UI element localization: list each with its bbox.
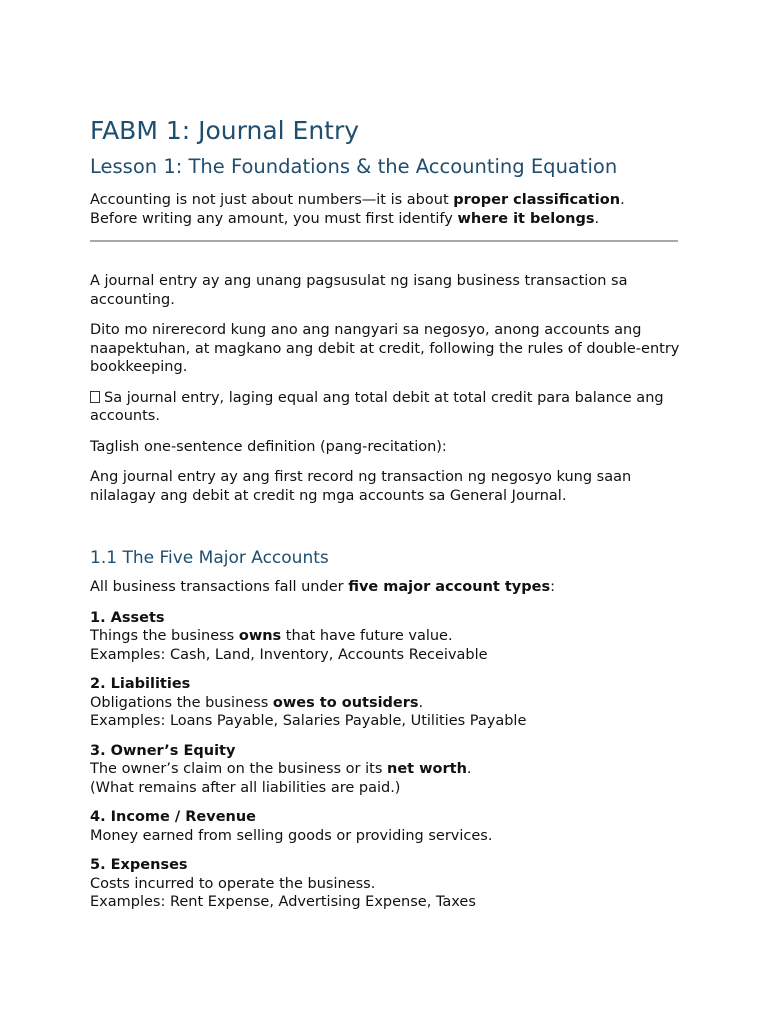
lesson-title: Lesson 1: The Foundations & the Accounting Equation (90, 155, 618, 178)
account-title: 2. Liabilities (90, 676, 191, 692)
section-intro-bold: five major account types (348, 579, 551, 595)
explanation-paragraph: Dito mo nirerecord kung ano ang nangyari sa negosyo, anong accounts ang naapektuhan, at magkano ang debit at credit, following the rules of double-entry bookkeeping. (90, 322, 680, 375)
account-desc-bold: owes to outsiders (272, 694, 419, 711)
account-desc: Costs incurred to operate the business. (90, 875, 376, 892)
account-desc-bold: owns (238, 628, 282, 644)
intro-bold: where it belongs (457, 210, 595, 227)
section-heading: 1.1 The Five Major Accounts (90, 548, 329, 568)
definition-paragraph: A journal entry ay ang unang pagsusulat ng isang business transaction sa accounting. (90, 273, 628, 308)
intro-text: . (594, 210, 600, 227)
intro-paragraph (90, 191, 680, 228)
account-desc: . (418, 694, 424, 711)
account-title: 3. Owner’s Equity (90, 742, 236, 759)
section-intro-text: : (550, 579, 555, 595)
account-assets (90, 609, 680, 665)
account-income (90, 808, 680, 845)
intro-text: Before writing any amount, you must first identify (90, 210, 458, 227)
account-extra: (What remains after all liabilities are paid.) (90, 779, 401, 796)
account-expenses (90, 856, 680, 912)
account-title: 5. Expenses (90, 857, 188, 873)
account-desc: The owner’s claim on the business or its (90, 761, 388, 777)
account-title: 4. Income / Revenue (90, 809, 257, 825)
account-desc: that have future value. (281, 628, 453, 644)
note-text: Sa journal entry, laging equal ang total debit at total credit para balance ang accounts. (90, 389, 664, 424)
checkbox-glyph-icon (90, 391, 100, 403)
account-owners-equity (90, 742, 680, 798)
note-paragraph (90, 389, 680, 426)
section-intro (90, 578, 680, 597)
recitation-definition: Ang journal entry ay ang first record ng transaction ng negosyo kung saan nilalagay ang debit at credit ng mga accounts sa General Journal. (90, 469, 632, 504)
horizontal-rule (90, 240, 678, 242)
account-liabilities (90, 675, 680, 731)
document-title: FABM 1: Journal Entry (90, 116, 360, 145)
account-desc-bold: net worth (387, 761, 467, 777)
account-extra: Examples: Rent Expense, Advertising Expense, Taxes (90, 894, 476, 910)
section-intro-text: All business transactions fall under (90, 579, 349, 595)
account-desc: Money earned from selling goods or providing services. (90, 827, 493, 844)
intro-bold: proper classification (453, 192, 621, 208)
account-extra: Examples: Loans Payable, Salaries Payable, Utilities Payable (90, 713, 527, 729)
account-title: 1. Assets (90, 609, 165, 626)
account-desc: Obligations the business (90, 694, 273, 711)
account-desc: . (466, 761, 472, 777)
recitation-label: Taglish one-sentence definition (pang-recitation): (90, 438, 447, 455)
intro-text: . (620, 192, 625, 208)
document-page (90, 114, 680, 923)
account-extra: Examples: Cash, Land, Inventory, Accounts Receivable (90, 646, 488, 663)
account-desc: Things the business (90, 628, 239, 644)
intro-text: Accounting is not just about numbers—it is about (90, 192, 454, 208)
